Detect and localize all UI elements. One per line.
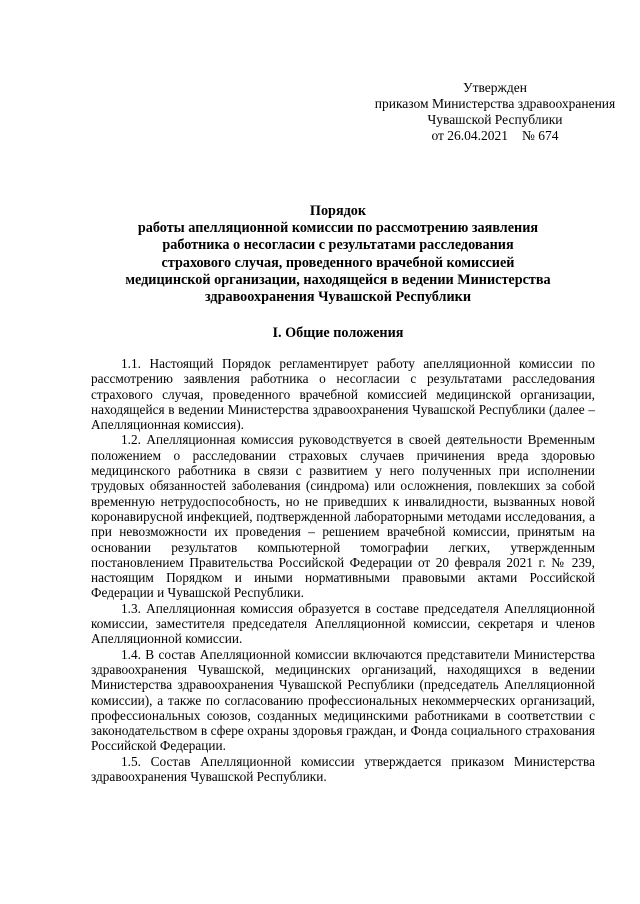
approval-stamp — [360, 80, 630, 144]
paragraph-1-4: 1.4. В состав Апелляционной комиссии включаются представители Министерства здравоохранения Чувашской, медицинских организаций, находящихся в ведении Министерства здравоохранения Чувашской Республики (председатель Апелляционной комиссии), а также по согласованию профессиональных некоммерческих организаций, профессиональных союзов, созданных медицинскими работниками в соответствии с законодательством в сфере охраны здоровья граждан, и Фонда социального страхования Российской Федерации. — [91, 646, 595, 754]
approval-line-republic: Чувашской Республики — [427, 112, 563, 127]
approval-line-approved: Утвержден — [463, 80, 527, 95]
document-body — [91, 356, 595, 784]
title-line-6: здравоохранения Чувашской Республики — [204, 289, 471, 306]
approval-number: № 674 — [522, 128, 559, 143]
title-line-1: Порядок — [309, 203, 367, 219]
title-line-4: страхового случая, проведенного врачебной комиссией — [161, 254, 515, 271]
section-heading: I. Общие положения — [272, 325, 404, 341]
title-line-5: медицинской организации, находящейся в ведении Министерства — [125, 271, 551, 288]
title-line-3: работника о несогласии с результатами расследования — [162, 237, 514, 254]
approval-date-number — [360, 128, 630, 144]
paragraph-1-2: 1.2. Апелляционная комиссия руководствуется в своей деятельности Временным положением о расследовании страховых случаев причинения вреда здоровью медицинского работника в связи с развитием у него полученных при исполнении трудовых обязанностей заболевания (синдрома) или осложнения, повлекших за собой временную нетрудоспособность, но не приведших к инвалидности, вызванных новой коронавирусной инфекцией, подтвержденной лабораторными методами исследования, а при невозможности их проведения – решением врачебной комиссии, принятым на основании результатов компьютерной томографии легких, утвержденным постановлением Правительства Российской Федерации от 20 февраля 2021 г. № 239, настоящим Порядком и иными нормативными правовыми актами Российской Федерации и Чувашской Республики. — [91, 432, 595, 601]
title-line-2: работы апелляционной комиссии по рассмотрению заявления — [137, 220, 539, 237]
document-title — [60, 203, 616, 306]
paragraph-1-3: 1.3. Апелляционная комиссия образуется в составе председателя Апелляционной комиссии, заместителя председателя Апелляционной комиссии, секретаря и членов Апелляционной комиссии. — [91, 600, 595, 647]
approval-date: от 26.04.2021 — [431, 128, 509, 143]
paragraph-1-1: 1.1. Настоящий Порядок регламентирует работу апелляционной комиссии по рассмотрению заявления работника о несогласии с результатами расследования страхового случая, проведенного врачебной комиссией медицинской организации, находящейся в ведении Министерства здравоохранения Чувашской Республики (далее – Апелляционная комиссия). — [91, 356, 595, 433]
paragraph-1-5: 1.5. Состав Апелляционной комиссии утверждается приказом Министерства здравоохранения Чувашской Республики. — [91, 753, 595, 785]
approval-line-order: приказом Министерства здравоохранения — [374, 96, 616, 111]
